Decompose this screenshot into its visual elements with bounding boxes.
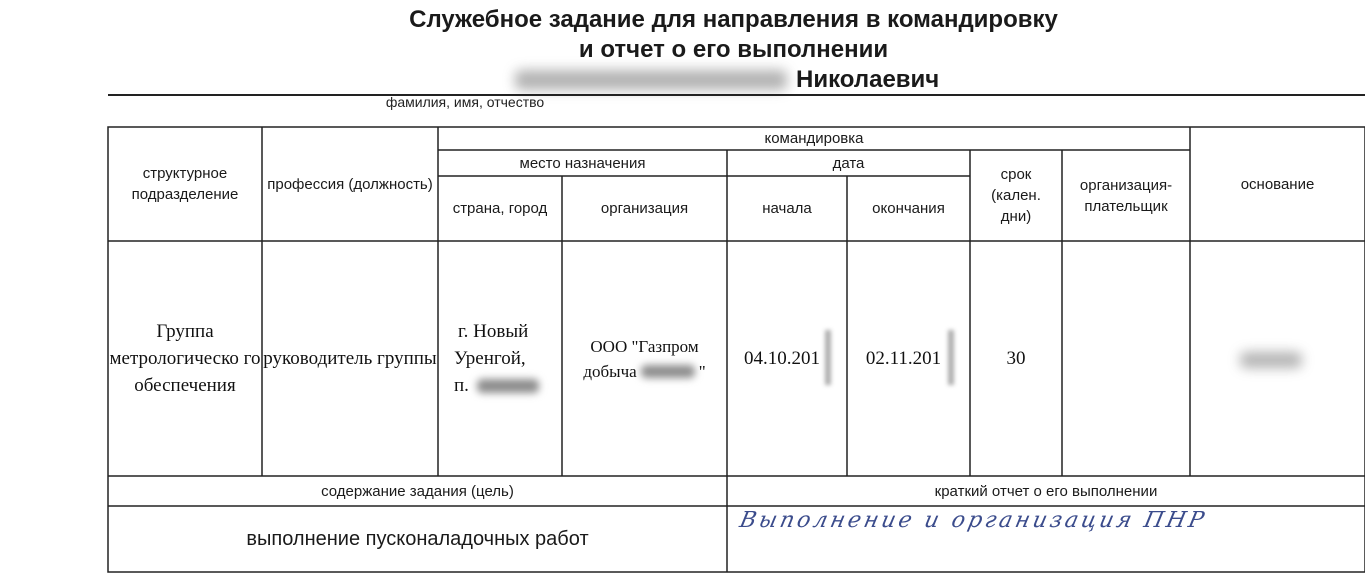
task-text: выполнение пусконаладочных работ — [246, 527, 589, 550]
header-start-date: начала — [762, 200, 812, 217]
cell-start-date: 04.10.201 — [744, 348, 820, 369]
cell-term-days: 30 — [1006, 348, 1026, 369]
document-title-line2: и отчет о его выполнении — [578, 36, 889, 63]
header-trip: командировка — [764, 130, 864, 147]
redacted-start-year — [825, 330, 831, 385]
report-header: краткий отчет о его выполнении — [934, 482, 1158, 500]
document-title-line1: Служебное задание для направления в командировку — [409, 6, 1058, 33]
org-line2 — [583, 359, 705, 384]
header-term-days: срок (кален. дни) — [991, 166, 1041, 225]
header-payer: организация-плательщик — [1079, 176, 1173, 215]
org-line2-text: добыча — [583, 361, 637, 381]
header-destination: место назначения — [519, 154, 646, 172]
org-line2-close: " — [698, 361, 706, 381]
redacted-basis — [1240, 352, 1302, 368]
header-profession: профессия (должность) — [267, 175, 433, 193]
cell-department: Группа метрологическо го обеспечения — [109, 321, 261, 396]
cell-organization — [562, 241, 727, 476]
city-settlement-prefix: п. — [454, 375, 469, 396]
redacted-end-year — [948, 330, 954, 385]
city-line1: г. Новый — [458, 321, 529, 342]
name-caption: фамилия, имя, отчество — [385, 94, 545, 110]
city-line3 — [454, 372, 539, 399]
header-department: структурное подразделение — [131, 165, 239, 203]
header-basis: основание — [1240, 175, 1315, 193]
redacted-org-name — [641, 365, 695, 378]
header-country-city: страна, город — [452, 200, 548, 217]
header-end-date: окончания — [872, 200, 945, 217]
redacted-settlement — [477, 379, 539, 393]
task-header: содержание задания (цель) — [321, 482, 514, 500]
org-line1: ООО "Газпром — [590, 336, 699, 356]
patronymic: Николаевич — [796, 66, 940, 93]
report-handwritten-text: Выполнение и организация ПНР — [737, 508, 1210, 533]
city-line2: Уренгой, — [454, 348, 526, 369]
cell-end-date: 02.11.201 — [865, 348, 942, 369]
cell-profession: руководитель группы — [263, 348, 437, 369]
header-date: дата — [832, 154, 865, 172]
header-organization: организация — [600, 200, 689, 217]
cell-city — [438, 241, 562, 476]
